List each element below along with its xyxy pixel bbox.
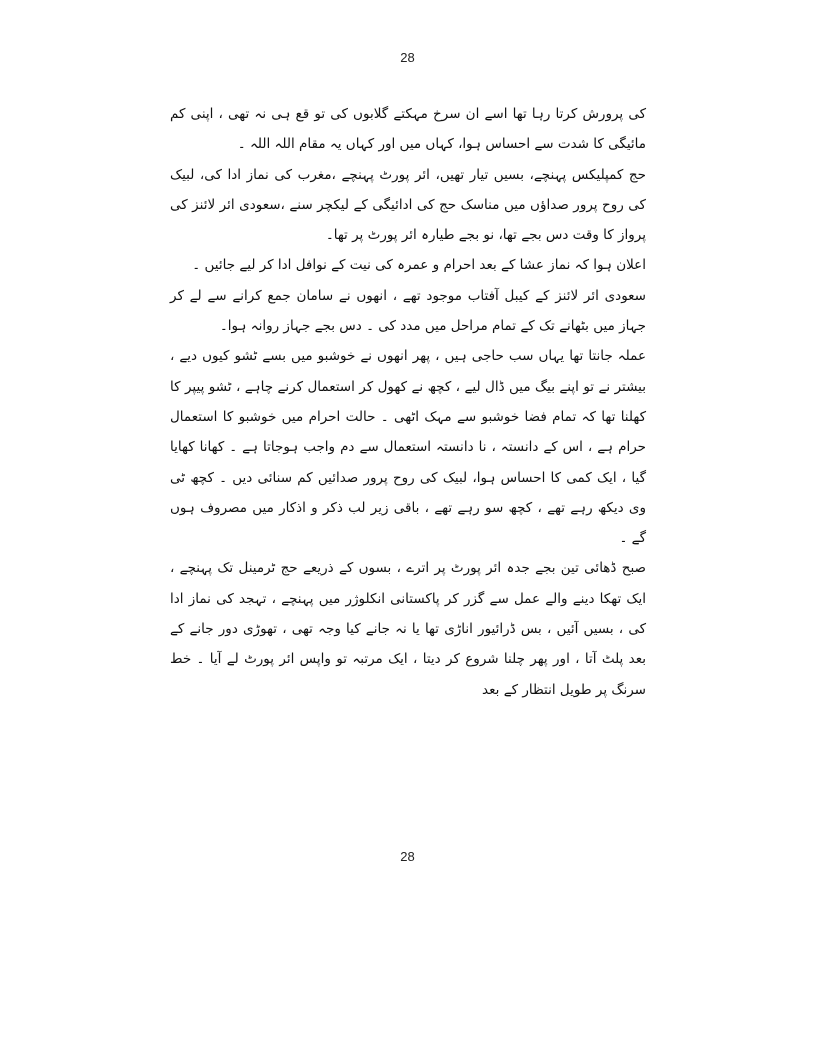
- page-number-top: 28: [400, 50, 415, 65]
- paragraph-3: اعلان ہوا کہ نماز عشا کے بعد احرام و عمرہ کی نیت کے نوافل ادا کر لیے جائیں ۔: [192, 257, 646, 274]
- paragraph-5: عملہ جانتا تھا یہاں سب حاجی ہیں ، پھر انھوں نے خوشبو میں بسے ٹشو کیوں دیے ، بیشتر نے تو اپنے بیگ میں ڈال لیے ، کچھ نے کھول کر استعمال کرنے چاہے ، ٹشو پیپر کا کھلنا تھا کہ تمام فضا خوشبو سے مہک اٹھی ۔ حالت احرام میں خوشبو کا استعمال حرام ہے ، اس کے دانستہ ، نا دانستہ استعمال سے دم واجب ہوجاتا ہے ۔ کھانا کھایا گیا ، ایک کمی کا احساس ہوا، لبیک کی روح پرور صدائیں کم سنائی دیں ۔ کچھ ٹی وی دیکھ رہے تھے ، کچھ سو رہے تھے ، باقی زیر لب ذکر و اذکار میں مصروف ہوں گے ۔: [170, 348, 646, 547]
- paragraph-1: کی پرورش کرتا رہا تھا اسے ان سرخ مہکتے گلابوں کی تو قع ہی نہ تھی ، اپنی کم مائیگی کا شدت سے احساس ہوا، کہاں میں اور کہاں یہ مقام اللہ اللہ ۔: [170, 106, 646, 153]
- page-number-bottom: 28: [400, 849, 415, 864]
- paragraph-6: صبح ڈھائی تین بجے جدہ ائر پورٹ پر اترے ، بسوں کے ذریعے حج ٹرمینل تک پہنچے ، ایک تھکا دینے والے عمل سے گزر کر پاکستانی انکلوژر میں پہنچے ، تہجد کی نماز ادا کی ، بسیں آئیں ، بس ڈرائیور اناڑی تھا یا نہ جانے کیا وجہ تھی ، تھوڑی دور جانے کے بعد پلٹ آتا ، اور پھر چلنا شروع کر دیتا ، ایک مرتبہ تو واپس ائر پورٹ لے آیا ۔ خط سرنگ پر طویل انتظار کے بعد: [170, 560, 646, 698]
- page-body: [170, 99, 646, 705]
- paragraph-2: حج کمپلیکس پہنچے، بسیں تیار تھیں، ائر پورٹ پہنچے ،مغرب کی نماز ادا کی، لبیک کی روح پرور صداؤں میں مناسک حج کی ادائیگی کے لیکچر سنے ،سعودی ائر لائنز کی پرواز کا وقت دس بجے تھا، نو بجے طیارہ ائر پورٹ پر تھا۔: [170, 166, 646, 244]
- paragraph-4: سعودی ائر لائنز کے کیبل آفتاب موجود تھے ، انھوں نے سامان جمع کرانے سے لے کر جہاز میں بٹھانے تک کے تمام مراحل میں مدد کی ۔ دس بجے جہاز روانہ ہوا۔: [170, 287, 646, 335]
